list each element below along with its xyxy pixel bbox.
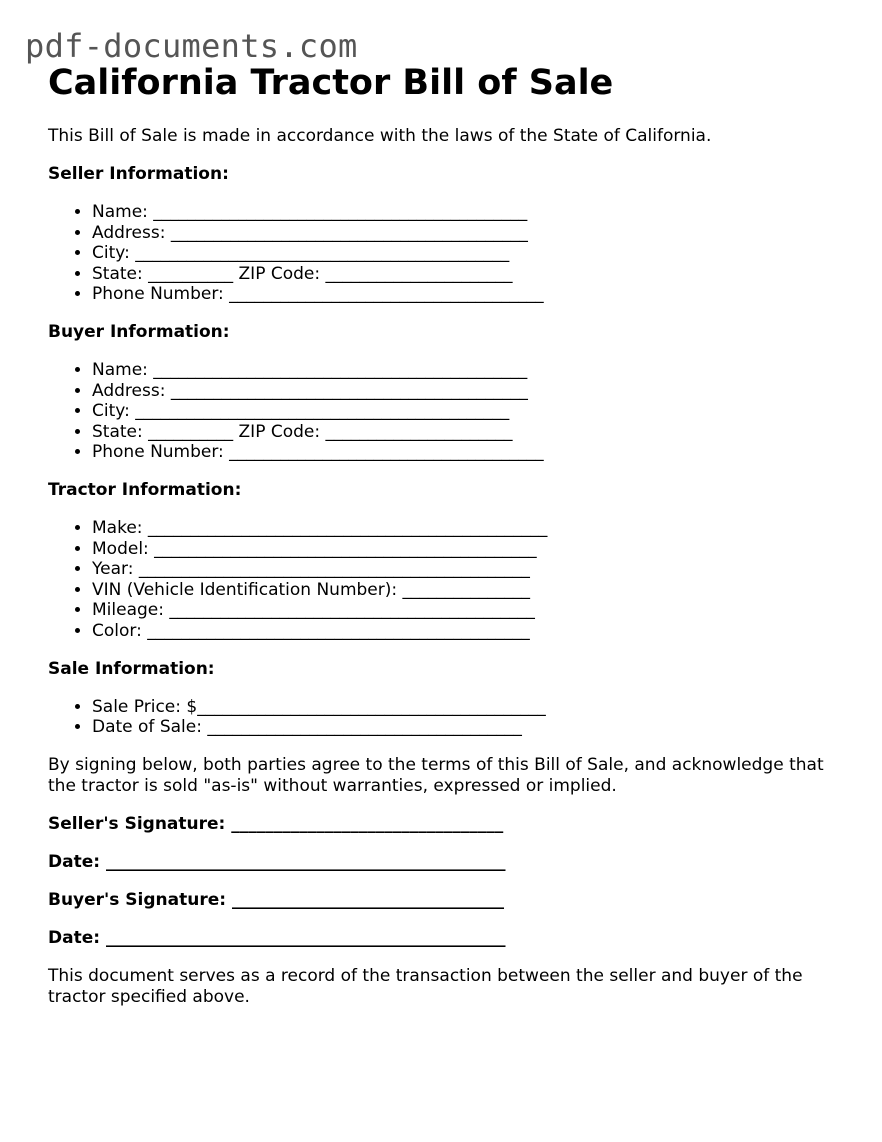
- agreement-text: By signing below, both parties agree to the terms of this Bill of Sale, and acknowledge that the tractor is sold "as-is" without warranties, expressed or implied.: [48, 754, 824, 796]
- tractor-heading: Tractor Information:: [48, 479, 242, 500]
- seller-heading: Seller Information:: [48, 164, 229, 184]
- buyer-date-line: Date: _______________________________________________: [48, 927, 506, 948]
- seller-field-list: [48, 202, 848, 305]
- seller-date-line: Date: _______________________________________________: [48, 851, 506, 872]
- tractor-model-field: • Model: _____________________________________________: [92, 539, 848, 560]
- sale-heading: Sale Information:: [48, 658, 215, 679]
- seller-signature-line: Seller's Signature: ________________________________: [48, 813, 504, 834]
- sale-field-list: [48, 697, 848, 738]
- buyer-heading: Buyer Information:: [48, 321, 230, 342]
- tractor-year-field: • Year: ______________________________________________: [92, 559, 848, 580]
- seller-state-zip-field: • State: __________ ZIP Code: ______________________: [92, 264, 848, 285]
- document-title: California Tractor Bill of Sale: [48, 63, 614, 103]
- document-page: [48, 60, 848, 1008]
- tractor-vin-field: • VIN (Vehicle Identification Number): _______________: [92, 580, 848, 601]
- seller-city-field: • City: ____________________________________________: [92, 243, 848, 264]
- buyer-state-zip-field: • State: __________ ZIP Code: ______________________: [92, 422, 848, 443]
- closing-text: This document serves as a record of the transaction between the seller and buyer of the tractor specified above.: [48, 965, 803, 1007]
- buyer-name-field: • Name: ____________________________________________: [92, 360, 848, 381]
- sale-price-field: • Sale Price: $_________________________________________: [92, 697, 848, 718]
- tractor-make-field: • Make: _______________________________________________: [92, 518, 848, 539]
- buyer-field-list: [48, 360, 848, 463]
- watermark: pdf-documents.com: [25, 27, 358, 65]
- tractor-color-field: • Color: _____________________________________________: [92, 621, 848, 642]
- buyer-city-field: • City: ____________________________________________: [92, 401, 848, 422]
- intro-text: This Bill of Sale is made in accordance with the laws of the State of California.: [48, 126, 712, 146]
- seller-address-field: • Address: __________________________________________: [92, 223, 848, 244]
- seller-name-field: • Name: ____________________________________________: [92, 202, 848, 223]
- tractor-mileage-field: • Mileage: ___________________________________________: [92, 600, 848, 621]
- buyer-phone-field: • Phone Number: _____________________________________: [92, 442, 848, 463]
- buyer-address-field: • Address: __________________________________________: [92, 381, 848, 402]
- buyer-signature-line: Buyer's Signature: ________________________________: [48, 889, 504, 910]
- sale-date-field: • Date of Sale: _____________________________________: [92, 717, 848, 738]
- seller-phone-field: • Phone Number: _____________________________________: [92, 284, 848, 305]
- tractor-field-list: [48, 518, 848, 642]
